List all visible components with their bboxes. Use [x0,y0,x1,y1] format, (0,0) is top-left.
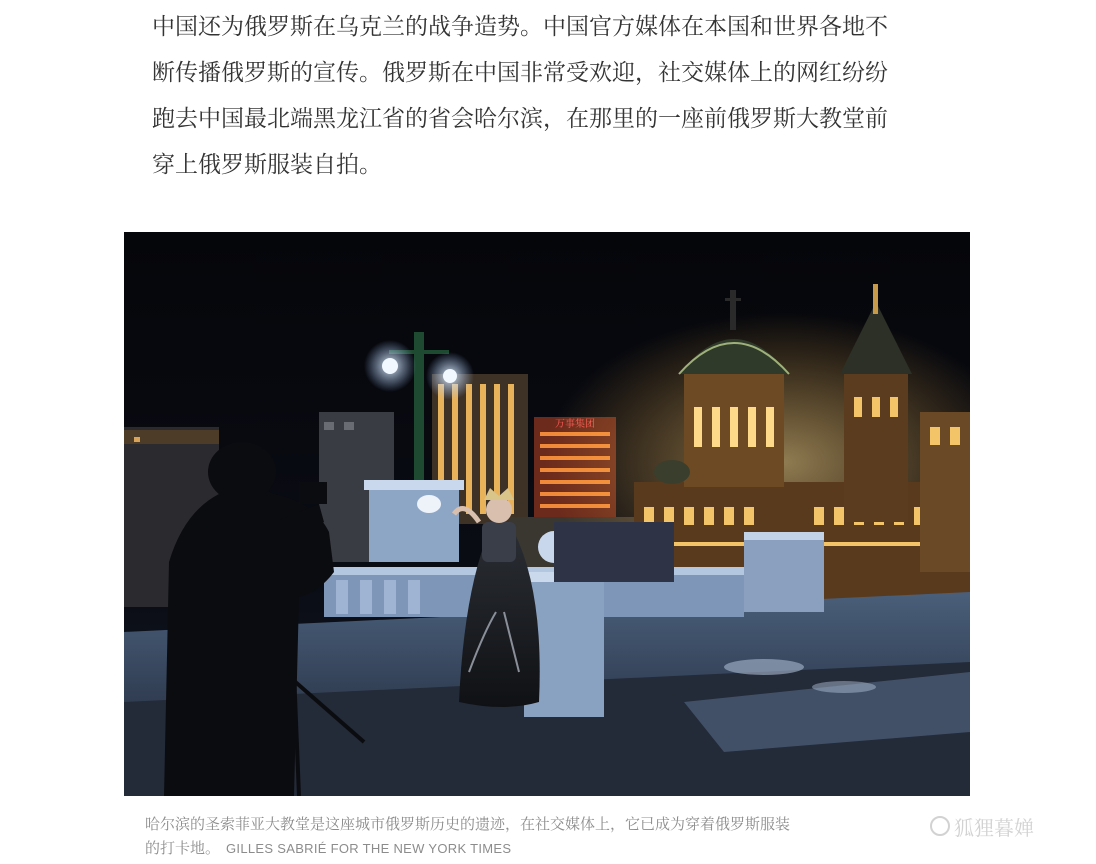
paragraph-line: 断传播俄罗斯的宣传。俄罗斯在中国非常受欢迎，社交媒体上的网红纷纷 [152,60,888,86]
photo-caption [145,812,975,861]
watermark [930,812,1034,840]
paragraph-line: 中国还为俄罗斯在乌克兰的战争造势。中国官方媒体在本国和世界各地不 [152,14,888,40]
paragraph-line: 跑去中国最北端黑龙江省的省会哈尔滨，在那里的一座前俄罗斯大教堂前 [152,106,888,132]
watermark-text: 狐狸暮婵 [954,815,1034,840]
weibo-logo-icon [930,816,950,836]
article-photo [124,232,970,796]
paragraph-line: 穿上俄罗斯服装自拍。 [152,152,382,178]
cathedral-night-photo [124,232,970,796]
article-paragraph [152,4,952,188]
caption-line-2 [145,836,975,861]
caption-line-1: 哈尔滨的圣索菲亚大教堂是这座城市俄罗斯历史的遗迹，在社交媒体上，它已成为穿着俄罗斯服装 [145,815,791,833]
caption-line-2-text: 的打卡地。 [145,839,221,857]
photo-credit: GILLES SABRIÉ FOR THE NEW YORK TIMES [226,841,512,856]
